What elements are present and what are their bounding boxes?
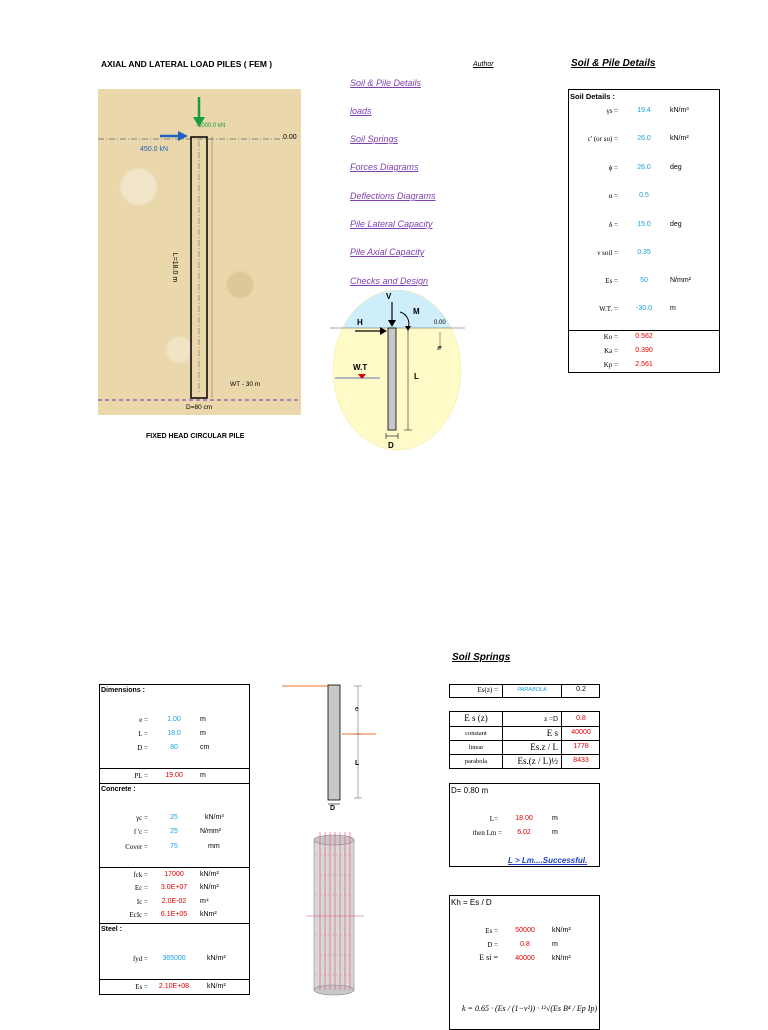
soil-row-unit: deg [670, 164, 682, 171]
kh-label: D = [487, 941, 498, 949]
es-table-cell: E s [546, 728, 558, 738]
steel-es-label: Es = [135, 983, 148, 991]
nav-link-soil-springs[interactable]: Soil Springs [350, 134, 399, 144]
steel-fyd-label: fyd = [132, 955, 148, 963]
kh-heading: Kh = Es / D [451, 898, 492, 907]
kh-unit: kN/m² [552, 955, 571, 962]
lm-result: L > Lm....Successful. [508, 856, 588, 865]
schematic-level-label: 0.00 [434, 320, 446, 326]
coef-value: 0.390 [635, 347, 653, 354]
concrete-derived-label: Ic = [136, 898, 148, 906]
nav-link-pile-lateral-capacity[interactable]: Pile Lateral Capacity [350, 219, 433, 229]
concrete-derived-label: fck = [133, 871, 148, 879]
concrete-derived-value: 2.0E-02 [161, 898, 187, 905]
es-z-mode-dropdown[interactable]: PARABOLA [517, 687, 547, 693]
lm-lm-label: then Lm = [472, 829, 502, 837]
small-pile-l-label: L [355, 760, 360, 767]
kh-value: 50000 [515, 927, 535, 934]
nav-link-forces-diagrams[interactable]: Forces Diagrams [350, 162, 419, 172]
soil-row-unit: m [670, 305, 676, 312]
pile-soil-figure [98, 89, 301, 415]
soil-row-label: W.T. = [599, 305, 618, 313]
dimensions-heading: Dimensions : [101, 687, 145, 694]
concrete-derived-unit: kN/m² [200, 884, 219, 891]
es-table-cell: 1778 [573, 743, 589, 750]
soil-row-label: ν soil = [597, 249, 618, 257]
es-z-label: Es(z) = [477, 686, 498, 694]
dim-unit: cm [200, 744, 210, 751]
concrete-label: γc = [136, 814, 148, 822]
pl-value: 19.00 [165, 772, 183, 779]
pl-unit: m [200, 772, 206, 779]
lm-lm-unit: m [552, 829, 558, 836]
lateral-load-label: 450.0 kN [140, 146, 169, 153]
dim-unit: m [200, 730, 206, 737]
steel-es-value: 2.10E+08 [158, 983, 190, 990]
es-table-cell: constant [465, 730, 487, 737]
kh-value: 40000 [515, 955, 535, 962]
kh-label: E si = [479, 953, 498, 962]
pile-diameter-label: D=80 cm [186, 404, 213, 411]
dim-value: 1.00 [167, 716, 181, 723]
nav-link-deflections-diagrams[interactable]: Deflections Diagrams [350, 191, 436, 201]
lm-lm-value: 6.02 [517, 829, 531, 836]
concrete-unit: kN/m³ [205, 814, 224, 821]
soil-row-value: 0.35 [637, 249, 651, 256]
section-title: Soil & Pile Details [571, 58, 656, 69]
soil-row-label: ϕ = [608, 164, 618, 172]
soil-row-unit: N/mm² [670, 277, 691, 284]
concrete-derived-label: EcIc = [129, 911, 148, 919]
es-table-cell: 8433 [573, 757, 589, 764]
soil-row-label: c' (or su) = [587, 135, 618, 143]
coef-value: 2.561 [635, 361, 653, 368]
concrete-value: 25 [170, 828, 178, 835]
small-pile-d-label: D [330, 805, 336, 812]
es-table-cell: Es.z / L [530, 742, 558, 752]
nav-link-pile-axial-capacity[interactable]: Pile Axial Capacity [350, 247, 425, 257]
concrete-derived-unit: kN/m² [200, 871, 219, 878]
schematic-z-label: z [437, 346, 440, 352]
steel-es-unit: kN/m² [207, 983, 226, 990]
kh-value: 0.8 [520, 941, 530, 948]
ground-level-label: 0.00 [283, 134, 297, 141]
schematic-l-label: L [414, 372, 419, 381]
kh-unit: kN/m² [552, 927, 571, 934]
soil-row-value: 15.0 [637, 221, 651, 228]
dim-label: L = [138, 730, 148, 738]
soil-details-heading: Soil Details : [570, 92, 616, 101]
steel-heading: Steel : [101, 926, 123, 933]
soil-springs-title: Soil Springs [452, 652, 511, 663]
schematic-wt-label: W.T [353, 363, 368, 372]
k-formula: k = 0.65 · (Es / (1−ν²)) · ¹²√(Es B⁴ / Ep Ip) [462, 1004, 598, 1013]
pile-figure-graphics [98, 89, 301, 415]
pl-label: PL = [134, 772, 148, 780]
concrete-derived-unit: m⁴ [200, 898, 209, 905]
soil-row-label: γs = [606, 107, 618, 115]
coef-label: Ka = [604, 347, 618, 355]
lm-check-box [449, 783, 600, 867]
dim-value: 80 [170, 744, 178, 751]
concrete-heading: Concrete : [101, 786, 136, 793]
soil-row-unit: kN/m³ [670, 107, 689, 114]
soil-row-value: 26.0 [637, 164, 651, 171]
concrete-label: Cover = [125, 843, 148, 851]
concrete-derived-value: 17000 [164, 871, 184, 878]
coef-value: 0.562 [635, 333, 653, 340]
es-z-value: 0.2 [576, 686, 586, 693]
lm-l-value: 18.00 [515, 815, 533, 822]
soil-row-value: 26.0 [637, 135, 651, 142]
dim-value: 18.0 [167, 730, 181, 737]
concrete-derived-unit: kNm² [200, 911, 217, 918]
coef-label: Ko = [603, 333, 618, 341]
dim-label: D = [137, 744, 148, 752]
schematic-h-label: H [357, 318, 363, 327]
es-table-cell: parabola [464, 758, 488, 765]
page-title: AXIAL AND LATERAL LOAD PILES ( FEM ) [101, 59, 273, 69]
pile-elevation-diagram [280, 680, 380, 1000]
es-table-cell: Es.(z / L)½ [517, 756, 558, 766]
concrete-derived-value: 3.0E+07 [160, 884, 188, 891]
concrete-derived-label: Ec = [134, 884, 148, 892]
concrete-unit: N/mm² [200, 828, 221, 835]
concrete-value: 25 [170, 814, 178, 821]
lm-d-label: D= 0.80 m [451, 786, 489, 795]
schematic-m-label: M [413, 307, 420, 316]
pile-caption: FIXED HEAD CIRCULAR PILE [146, 433, 245, 440]
soil-row-label: α = [608, 192, 618, 200]
concrete-value: 75 [170, 843, 178, 850]
nav-link-checks-and-design[interactable]: Checks and Design [350, 276, 429, 286]
soil-row-value: -30.0 [636, 305, 652, 312]
axial-load-label: -5000.0 kN [196, 123, 226, 129]
concrete-derived-value: 6.1E+05 [160, 911, 188, 918]
es-table-cell: 40000 [571, 729, 591, 736]
es-table-cell: z =D [544, 715, 558, 723]
lm-l-label: L= [489, 815, 498, 823]
schematic-d-label: D [388, 441, 394, 450]
kh-label: Es = [485, 927, 498, 935]
soil-row-value: 50 [640, 277, 648, 284]
steel-fyd-value: 365000 [162, 955, 186, 962]
concrete-unit: mm [208, 843, 220, 850]
soil-row-value: 19.4 [637, 107, 651, 114]
es-table-cell: linear [468, 744, 484, 751]
pile-schematic [330, 290, 465, 455]
dim-label: e = [139, 716, 148, 724]
soil-row-label: Es = [605, 277, 618, 285]
es-table-cell: E s (z) [464, 713, 488, 723]
nav-link-loads[interactable]: loads [350, 106, 372, 116]
concrete-label: f 'c = [133, 828, 148, 836]
soil-row-unit: kN/m² [670, 135, 689, 142]
steel-fyd-unit: kN/m² [207, 955, 226, 962]
soil-row-label: δ = [609, 221, 618, 229]
water-table-label: WT - 30 m [230, 381, 261, 388]
schematic-v-label: V [386, 292, 392, 301]
coef-label: Kp = [603, 361, 618, 369]
author-link[interactable]: Author [473, 61, 494, 68]
lm-l-unit: m [552, 815, 558, 822]
kh-unit: m [552, 941, 558, 948]
soil-row-unit: deg [670, 221, 682, 228]
soil-row-value: 0.5 [639, 192, 649, 199]
dim-unit: m [200, 716, 206, 723]
nav-link-soil-pile-details[interactable]: Soil & Pile Details [350, 78, 422, 88]
pile-length-label: L=18.0 m [171, 252, 179, 283]
small-pile-e-label: e [355, 706, 359, 713]
es-table-cell: 0.8 [576, 715, 586, 722]
